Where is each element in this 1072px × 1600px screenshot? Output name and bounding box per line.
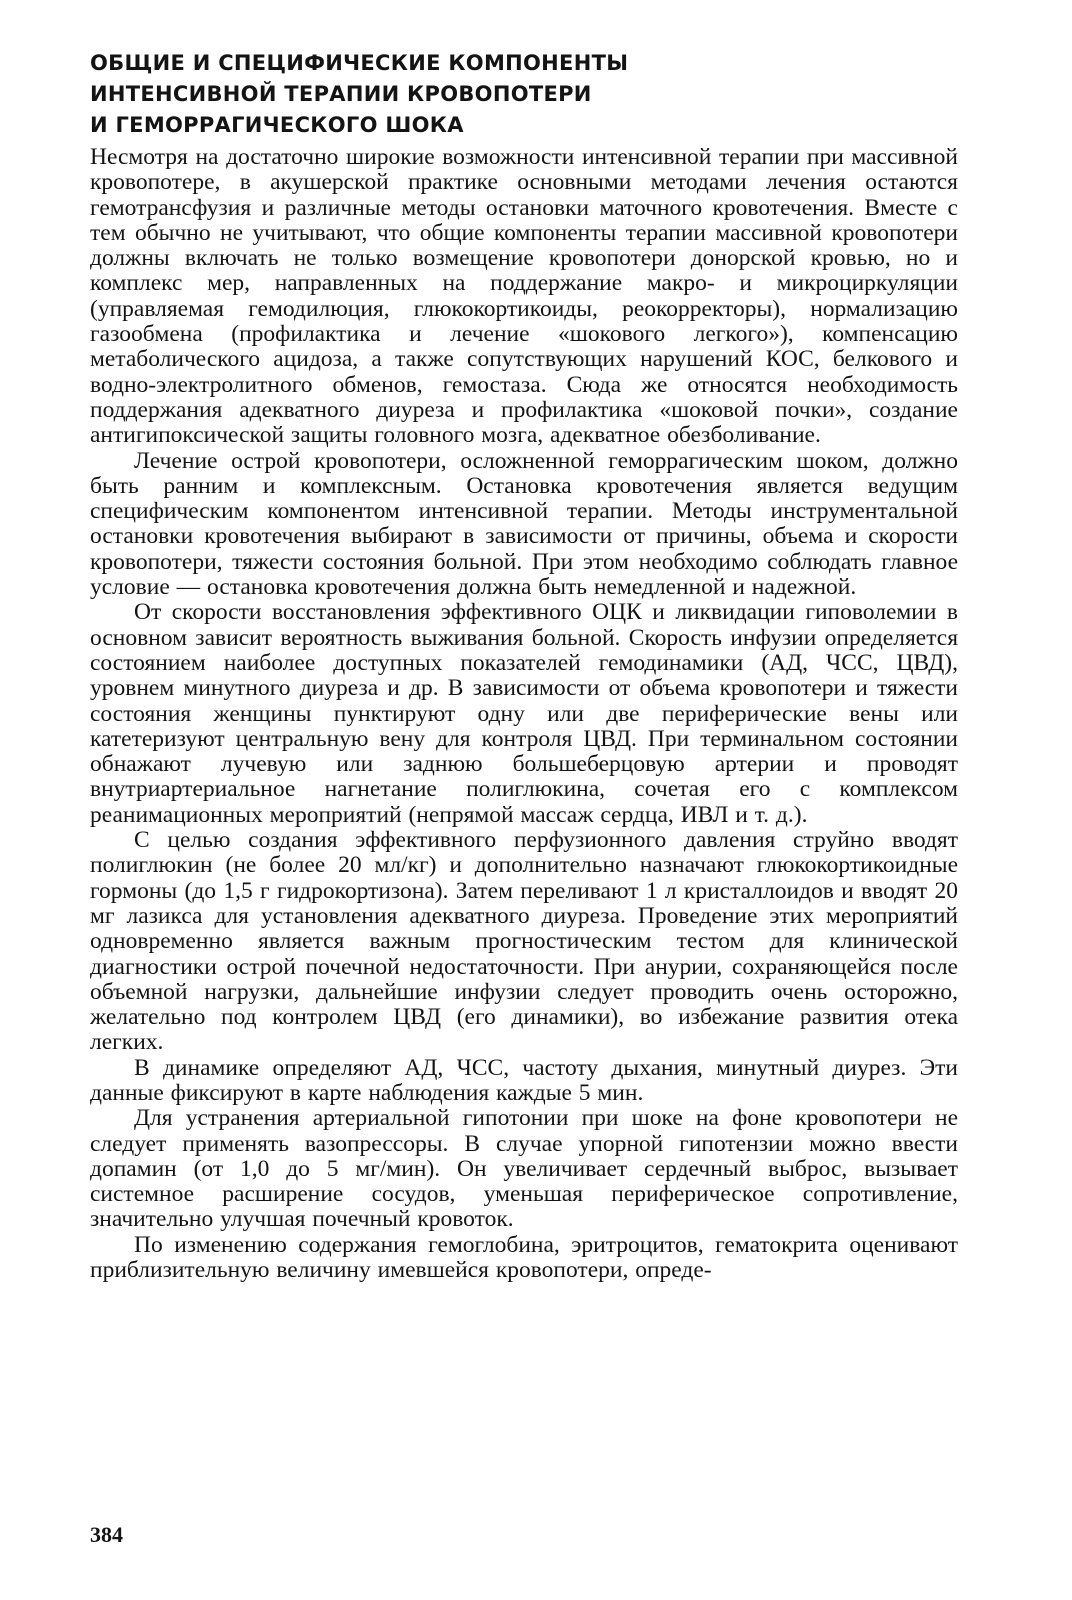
paragraph-6: Для устранения артериальной гипотонии при шоке на фоне кровопотери не следует применять вазопрессоры. В случае упорной гипотензии можно ввести допамин (от 1,0 до 5 мг/мин). Он увеличивает сердечный выброс, вызывает системное расширение сосудов, уменьшая периферическое сопротивление, значительно улучшая почечный кровоток. (90, 1105, 958, 1233)
paragraph-1: Несмотря на достаточно широкие возможности интенсивной терапии при массивной кровопотере, в акушерской практике основными методами лечения остаются гемотрансфузия и различные методы остановки маточного кровотечения. Вместе с тем обычно не учитывают, что общие компоненты терапии массивной кровопотери должны включать не только возмещение кровопотери донорской кровью, но и комплекс мер, направленных на поддержание макро- и микроциркуляции (управляемая гемодилюция, глюкокортикоиды, реокорректоры), нормализацию газообмена (профилактика и лечение «шокового легкого»), компенсацию метаболического ацидоза, а также сопутствующих нарушений КОС, белкового и водно-электролитного обменов, гемостаза. Сюда же относятся необходимость поддержания адекватного диуреза и профилактика «шоковой почки», создание антигипоксической защиты головного мозга, адекватное обезболивание. (90, 144, 958, 449)
paragraph-7: По изменению содержания гемоглобина, эритроцитов, гематокрита оценивают приблизительную величину имевшейся кровопотери, опреде- (90, 1231, 958, 1284)
paragraph-5: В динамике определяют АД, ЧСС, частоту дыхания, минутный диурез. Эти данные фиксируют в карте наблюдения каждые 5 мин. (90, 1054, 958, 1106)
paragraph-3: От скорости восстановления эффективного ОЦК и ликвидации гиповолемии в основном зависит вероятность выживания больной. Скорость инфузии определяется состоянием наиболее доступных показателей гемодинамики (АД, ЧСС, ЦВД), уровнем минутного диуреза и др. В зависимости от объема кровопотери и тяжести состояния женщины пунктируют одну или две периферические вены или катетеризуют центральную вену для контроля ЦВД. При терминальном состоянии обнажают лучевую или заднюю большеберцовую артерии и проводят внутриартериальное нагнетание полиглюкина, сочетая его с комплексом реанимационных мероприятий (непрямой массаж сердца, ИВЛ и т. д.). (90, 599, 958, 828)
book-page (90, 48, 958, 1568)
heading-line-2: ИНТЕНСИВНОЙ ТЕРАПИИ КРОВОПОТЕРИ (90, 82, 592, 106)
section-heading (90, 48, 958, 141)
paragraph-2: Лечение острой кровопотери, осложненной геморрагическим шоком, должно быть ранним и комплексным. Остановка кровотечения является ведущим специфическим компонентом интенсивной терапии. Методы инструментальной остановки кровотечения выбирают в зависимости от причины, объема и скорости кровопотери, тяжести состояния больной. При этом необходимо соблюдать главное условие — остановка кровотечения должна быть немедленной и надежной. (90, 447, 958, 601)
page-number: 384 (90, 1522, 123, 1547)
paragraph-4: С целью создания эффективного перфузионного давления струйно вводят полиглюкин (не более 20 мл/кг) и дополнительно назначают глюкокортикоидные гормоны (до 1,5 г гидрокортизона). Затем переливают 1 л кристаллоидов и вводят 20 мг лазикса для установления адекватного диуреза. Проведение этих мероприятий одновременно является важным прогностическим тестом для клинической диагностики острой почечной недостаточности. При анурии, сохраняющейся после объемной нагрузки, дальнейшие инфузии следует проводить очень осторожно, желательно под контролем ЦВД (его динамики), во избежание развития отека легких. (90, 827, 958, 1056)
heading-line-1: ОБЩИЕ И СПЕЦИФИЧЕСКИЕ КОМПОНЕНТЫ (90, 51, 629, 75)
heading-line-3: И ГЕМОРРАГИЧЕСКОГО ШОКА (90, 113, 464, 137)
